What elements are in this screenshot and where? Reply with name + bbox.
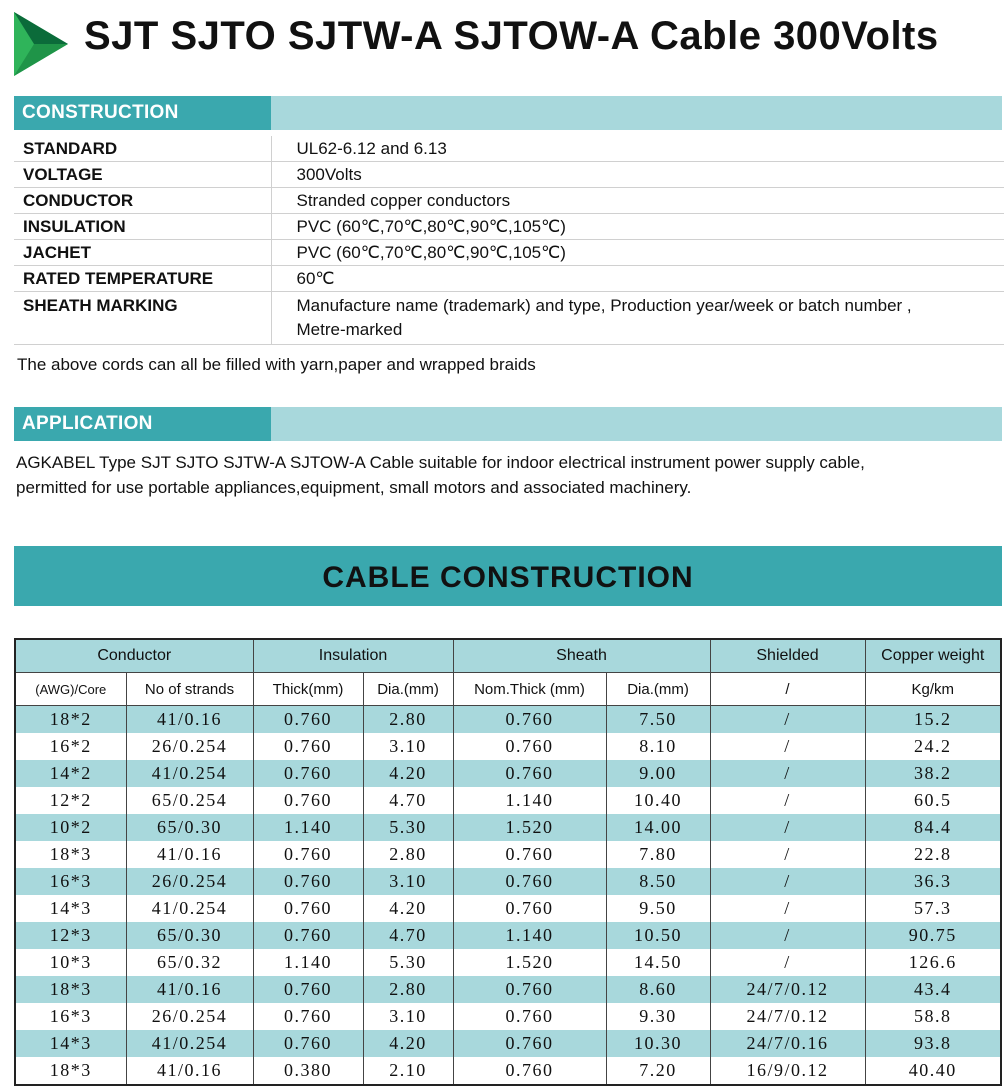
- table-row: [15, 976, 1001, 1003]
- spec-value: Stranded copper conductors: [271, 188, 1004, 214]
- cell-insulation-dia: 4.20: [363, 1030, 453, 1057]
- cell-sheath-dia: 10.30: [606, 1030, 710, 1057]
- cell-sheath-thick: 1.520: [453, 949, 606, 976]
- subheader-sheath-dia: Dia.(mm): [606, 673, 710, 706]
- spec-row: [14, 240, 1004, 266]
- cell-sheath-thick: 0.760: [453, 706, 606, 734]
- cell-shielded: /: [710, 895, 865, 922]
- cell-sheath-thick: 1.140: [453, 787, 606, 814]
- cell-insulation-dia: 5.30: [363, 814, 453, 841]
- subheader-sheath-thick: Nom.Thick (mm): [453, 673, 606, 706]
- subheader-insulation-dia: Dia.(mm): [363, 673, 453, 706]
- cell-awg-core: 12*3: [15, 922, 126, 949]
- cell-shielded: /: [710, 949, 865, 976]
- cell-insulation-thick: 0.760: [253, 868, 363, 895]
- cell-insulation-thick: 0.760: [253, 976, 363, 1003]
- spec-value-line: Manufacture name (trademark) and type, Production year/week or batch number ,: [296, 296, 912, 315]
- cell-copper-weight: 93.8: [865, 1030, 1001, 1057]
- cell-shielded: /: [710, 760, 865, 787]
- application-heading: APPLICATION: [14, 407, 271, 441]
- cell-sheath-dia: 10.40: [606, 787, 710, 814]
- spec-value: PVC (60℃,70℃,80℃,90℃,105℃): [271, 240, 1004, 266]
- cell-strands: 41/0.254: [126, 895, 253, 922]
- cell-insulation-dia: 4.20: [363, 895, 453, 922]
- cell-sheath-thick: 0.760: [453, 1030, 606, 1057]
- table-row: [15, 760, 1001, 787]
- cell-strands: 41/0.254: [126, 760, 253, 787]
- spec-key: INSULATION: [14, 214, 271, 240]
- cell-strands: 65/0.254: [126, 787, 253, 814]
- cell-awg-core: 12*2: [15, 787, 126, 814]
- cell-awg-core: 16*3: [15, 1003, 126, 1030]
- table-row: [15, 1003, 1001, 1030]
- cell-insulation-thick: 0.760: [253, 787, 363, 814]
- cell-strands: 65/0.30: [126, 814, 253, 841]
- cell-insulation-dia: 2.80: [363, 706, 453, 734]
- cell-sheath-thick: 1.520: [453, 814, 606, 841]
- cell-sheath-thick: 0.760: [453, 868, 606, 895]
- table-row: [15, 895, 1001, 922]
- spec-value-line: Metre-marked: [296, 320, 403, 339]
- cell-copper-weight: 84.4: [865, 814, 1001, 841]
- table-row: [15, 706, 1001, 734]
- application-description: [16, 450, 1001, 500]
- cell-insulation-thick: 0.760: [253, 922, 363, 949]
- cell-strands: 65/0.32: [126, 949, 253, 976]
- table-row: [15, 733, 1001, 760]
- spec-value: 60℃: [271, 266, 1004, 292]
- cell-strands: 65/0.30: [126, 922, 253, 949]
- cell-insulation-thick: 0.760: [253, 1003, 363, 1030]
- spec-value: 300Volts: [271, 162, 1004, 188]
- cell-awg-core: 18*2: [15, 706, 126, 734]
- spec-key: SHEATH MARKING: [14, 292, 271, 345]
- cell-sheath-dia: 10.50: [606, 922, 710, 949]
- cell-shielded: /: [710, 787, 865, 814]
- cell-sheath-dia: 9.50: [606, 895, 710, 922]
- cell-copper-weight: 126.6: [865, 949, 1001, 976]
- table-row: [15, 787, 1001, 814]
- cell-insulation-dia: 4.70: [363, 787, 453, 814]
- cell-insulation-dia: 4.20: [363, 760, 453, 787]
- cell-sheath-thick: 0.760: [453, 976, 606, 1003]
- subheader-shielded: /: [710, 673, 865, 706]
- table-row: [15, 949, 1001, 976]
- cell-sheath-dia: 7.80: [606, 841, 710, 868]
- spec-value: PVC (60℃,70℃,80℃,90℃,105℃): [271, 214, 1004, 240]
- cell-shielded: 24/7/0.12: [710, 976, 865, 1003]
- cell-shielded: /: [710, 706, 865, 734]
- table-row: [15, 841, 1001, 868]
- application-line: AGKABEL Type SJT SJTO SJTW-A SJTOW-A Cable suitable for indoor electrical instrument power supply cable,: [16, 453, 865, 472]
- construction-heading: CONSTRUCTION: [14, 96, 271, 130]
- construction-spec-table: [14, 136, 1004, 345]
- header-conductor: Conductor: [15, 639, 253, 673]
- cell-copper-weight: 90.75: [865, 922, 1001, 949]
- cell-insulation-dia: 5.30: [363, 949, 453, 976]
- spec-value: UL62-6.12 and 6.13: [271, 136, 1004, 162]
- cell-insulation-dia: 3.10: [363, 1003, 453, 1030]
- application-section-band: [14, 407, 1002, 441]
- cell-sheath-dia: 14.50: [606, 949, 710, 976]
- cell-shielded: /: [710, 868, 865, 895]
- cell-insulation-thick: 0.760: [253, 841, 363, 868]
- cell-strands: 41/0.16: [126, 706, 253, 734]
- cell-awg-core: 18*3: [15, 1057, 126, 1085]
- cell-copper-weight: 40.40: [865, 1057, 1001, 1085]
- spec-key: VOLTAGE: [14, 162, 271, 188]
- cell-insulation-thick: 0.760: [253, 706, 363, 734]
- table-row: [15, 814, 1001, 841]
- spec-key: STANDARD: [14, 136, 271, 162]
- header-copper-weight: Copper weight: [865, 639, 1001, 673]
- cell-awg-core: 14*2: [15, 760, 126, 787]
- cell-awg-core: 18*3: [15, 976, 126, 1003]
- cell-sheath-thick: 1.140: [453, 922, 606, 949]
- cell-sheath-dia: 9.30: [606, 1003, 710, 1030]
- cell-sheath-dia: 8.60: [606, 976, 710, 1003]
- cell-awg-core: 16*2: [15, 733, 126, 760]
- cell-sheath-dia: 14.00: [606, 814, 710, 841]
- construction-section-band: [14, 96, 1002, 130]
- cell-insulation-thick: 1.140: [253, 814, 363, 841]
- cell-awg-core: 14*3: [15, 895, 126, 922]
- cell-strands: 26/0.254: [126, 733, 253, 760]
- cell-shielded: 24/7/0.16: [710, 1030, 865, 1057]
- spec-key: CONDUCTOR: [14, 188, 271, 214]
- cell-sheath-dia: 8.50: [606, 868, 710, 895]
- cell-sheath-dia: 7.20: [606, 1057, 710, 1085]
- cell-sheath-thick: 0.760: [453, 733, 606, 760]
- spec-row: [14, 136, 1004, 162]
- cell-insulation-thick: 1.140: [253, 949, 363, 976]
- cell-copper-weight: 43.4: [865, 976, 1001, 1003]
- header-shielded: Shielded: [710, 639, 865, 673]
- table-row: [15, 922, 1001, 949]
- cell-insulation-thick: 0.380: [253, 1057, 363, 1085]
- cell-strands: 41/0.16: [126, 1057, 253, 1085]
- table-sub-header-row: [15, 673, 1001, 706]
- cell-awg-core: 10*3: [15, 949, 126, 976]
- cell-insulation-dia: 3.10: [363, 868, 453, 895]
- cell-sheath-thick: 0.760: [453, 895, 606, 922]
- cell-copper-weight: 57.3: [865, 895, 1001, 922]
- spec-row: [14, 162, 1004, 188]
- cell-copper-weight: 38.2: [865, 760, 1001, 787]
- cell-shielded: /: [710, 922, 865, 949]
- cell-strands: 41/0.16: [126, 841, 253, 868]
- cell-awg-core: 18*3: [15, 841, 126, 868]
- application-line: permitted for use portable appliances,equipment, small motors and associated machinery.: [16, 478, 692, 497]
- cell-sheath-dia: 8.10: [606, 733, 710, 760]
- cell-shielded: 24/7/0.12: [710, 1003, 865, 1030]
- subheader-insulation-thick: Thick(mm): [253, 673, 363, 706]
- cell-awg-core: 14*3: [15, 1030, 126, 1057]
- spec-key: JACHET: [14, 240, 271, 266]
- cell-insulation-thick: 0.760: [253, 733, 363, 760]
- table-group-header-row: [15, 639, 1001, 673]
- table-row: [15, 1030, 1001, 1057]
- subheader-kg-km: Kg/km: [865, 673, 1001, 706]
- cell-copper-weight: 15.2: [865, 706, 1001, 734]
- cell-awg-core: 16*3: [15, 868, 126, 895]
- subheader-awg-core: (AWG)/Core: [15, 673, 126, 706]
- cell-strands: 41/0.16: [126, 976, 253, 1003]
- cell-strands: 26/0.254: [126, 868, 253, 895]
- cell-sheath-thick: 0.760: [453, 1003, 606, 1030]
- logo-arrow-icon: [14, 12, 68, 76]
- cell-sheath-thick: 0.760: [453, 760, 606, 787]
- cable-construction-heading: CABLE CONSTRUCTION: [14, 546, 1002, 606]
- cell-copper-weight: 60.5: [865, 787, 1001, 814]
- cell-sheath-dia: 9.00: [606, 760, 710, 787]
- cell-strands: 41/0.254: [126, 1030, 253, 1057]
- table-row: [15, 868, 1001, 895]
- cell-insulation-dia: 2.10: [363, 1057, 453, 1085]
- spec-row: [14, 188, 1004, 214]
- spec-row: [14, 266, 1004, 292]
- header-insulation: Insulation: [253, 639, 453, 673]
- cell-insulation-thick: 0.760: [253, 895, 363, 922]
- cell-shielded: 16/9/0.12: [710, 1057, 865, 1085]
- cell-copper-weight: 24.2: [865, 733, 1001, 760]
- page-title: SJT SJTO SJTW-A SJTOW-A Cable 300Volts: [84, 14, 939, 58]
- cell-insulation-dia: 3.10: [363, 733, 453, 760]
- cell-shielded: /: [710, 841, 865, 868]
- table-row: [15, 1057, 1001, 1085]
- cell-sheath-thick: 0.760: [453, 841, 606, 868]
- spec-row: [14, 292, 1004, 345]
- cell-sheath-dia: 7.50: [606, 706, 710, 734]
- cell-insulation-dia: 2.80: [363, 976, 453, 1003]
- spec-row: [14, 214, 1004, 240]
- cell-insulation-thick: 0.760: [253, 1030, 363, 1057]
- spec-value: [271, 292, 1004, 345]
- cell-awg-core: 10*2: [15, 814, 126, 841]
- cell-copper-weight: 58.8: [865, 1003, 1001, 1030]
- cell-sheath-thick: 0.760: [453, 1057, 606, 1085]
- cell-copper-weight: 36.3: [865, 868, 1001, 895]
- cell-copper-weight: 22.8: [865, 841, 1001, 868]
- cell-insulation-dia: 2.80: [363, 841, 453, 868]
- spec-key: RATED TEMPERATURE: [14, 266, 271, 292]
- cell-strands: 26/0.254: [126, 1003, 253, 1030]
- construction-note: The above cords can all be filled with yarn,paper and wrapped braids: [17, 355, 536, 374]
- cell-insulation-thick: 0.760: [253, 760, 363, 787]
- header-sheath: Sheath: [453, 639, 710, 673]
- cell-shielded: /: [710, 733, 865, 760]
- cell-insulation-dia: 4.70: [363, 922, 453, 949]
- subheader-strands: No of strands: [126, 673, 253, 706]
- cable-construction-table: [14, 638, 1002, 1086]
- cable-construction-body: [15, 706, 1001, 1086]
- cell-shielded: /: [710, 814, 865, 841]
